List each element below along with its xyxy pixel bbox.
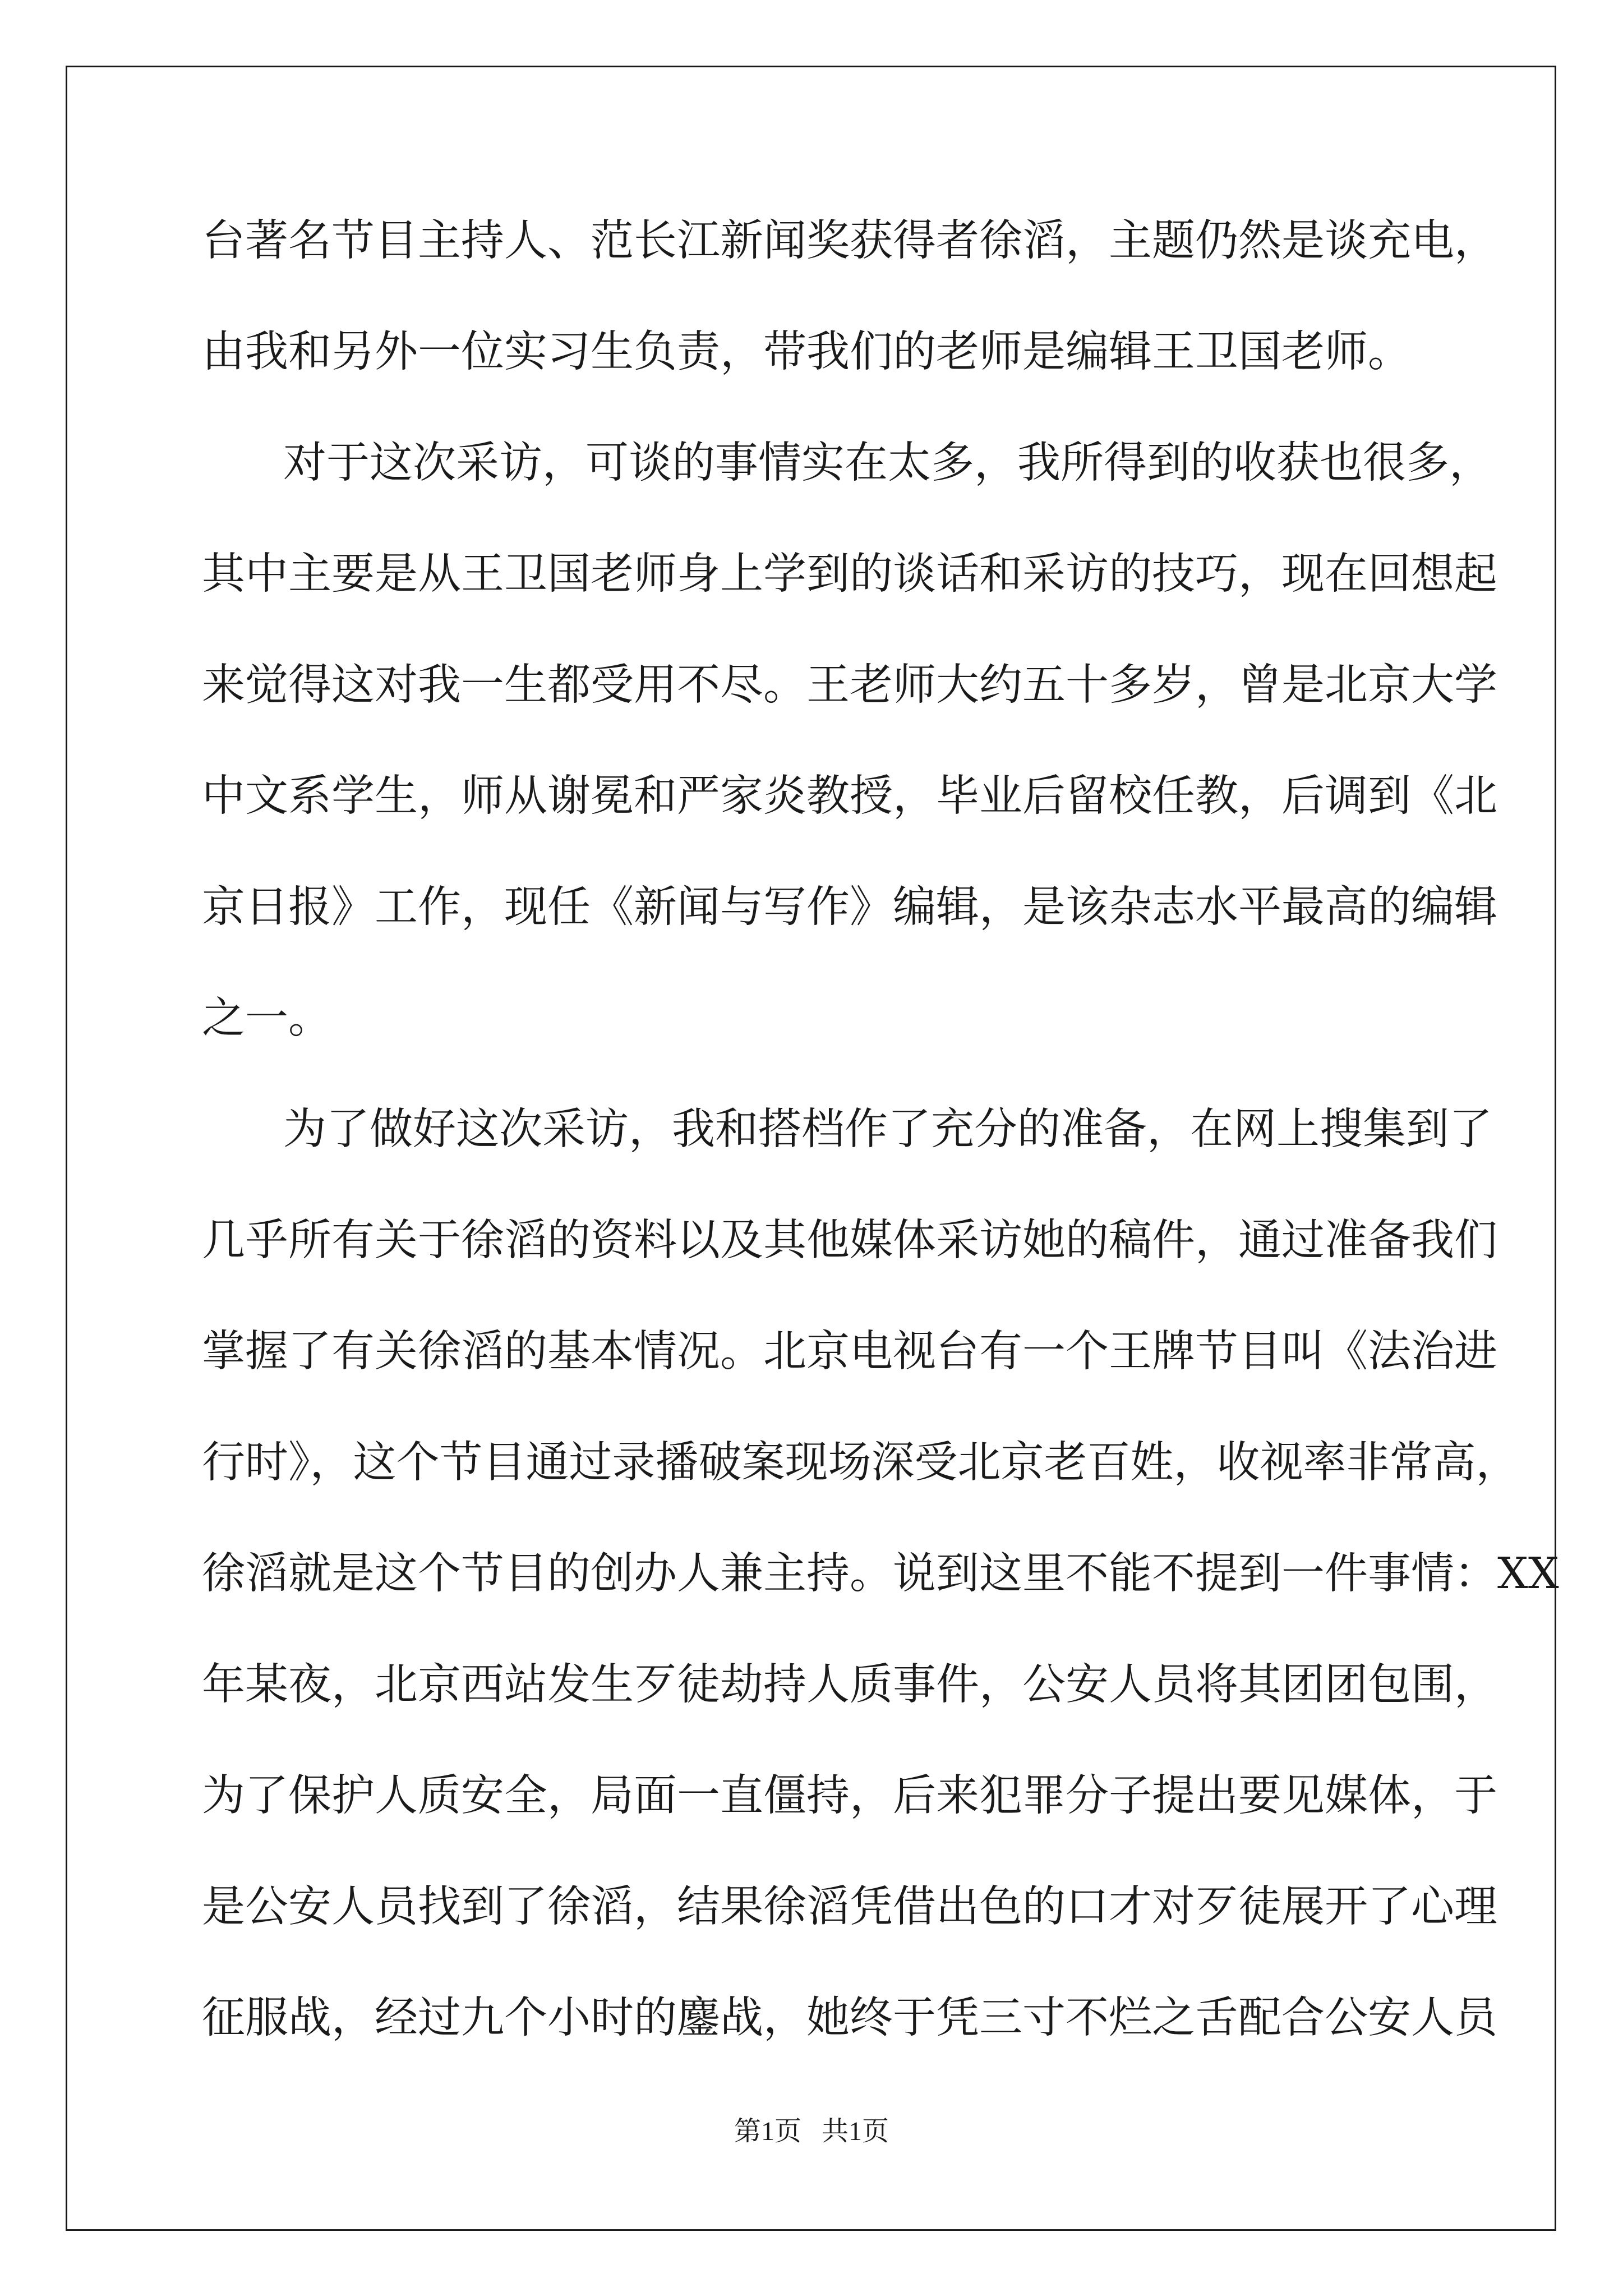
text-line: 年某夜，北京西站发生歹徒劫持人质事件，公安人员将其团团包围， [202, 1660, 1497, 1710]
text-line: 来觉得这对我一生都受用不尽。王老师大约五十多岁，曾是北京大学 [202, 660, 1497, 710]
text-line: 之一。 [202, 993, 331, 1043]
text-line: 京日报》工作，现任《新闻与写作》编辑，是该杂志水平最高的编辑 [202, 882, 1497, 932]
text-line: 掌握了有关徐滔的基本情况。北京电视台有一个王牌节目叫《法治进 [202, 1327, 1497, 1377]
text-line: 徐滔就是这个节目的创办人兼主持。说到这里不能不提到一件事情：XX [202, 1549, 1559, 1599]
text-line: 由我和另外一位实习生负责，带我们的老师是编辑王卫国老师。 [202, 327, 1411, 377]
text-line: 台著名节目主持人、范长江新闻奖获得者徐滔，主题仍然是谈充电， [202, 216, 1497, 266]
text-line: 中文系学生，师从谢冕和严家炎教授，毕业后留校任教，后调到《北 [202, 771, 1497, 821]
text-line: 行时》，这个节目通过录播破案现场深受北京老百姓，收视率非常高， [202, 1438, 1519, 1488]
text-line: 为了保护人质安全，局面一直僵持，后来犯罪分子提出要见媒体，于 [202, 1771, 1497, 1821]
text-line: 其中主要是从王卫国老师身上学到的谈话和采访的技巧，现在回想起 [202, 549, 1497, 599]
page-footer: 第1页 共1页 [734, 2116, 889, 2146]
text-line: 几乎所有关于徐滔的资料以及其他媒体采访她的稿件，通过准备我们 [202, 1216, 1497, 1266]
text-line: 征服战，经过九个小时的鏖战，她终于凭三寸不烂之舌配合公安人员 [202, 1993, 1497, 2043]
text-line: 对于这次采访，可谈的事情实在太多，我所得到的收获也很多， [283, 438, 1492, 488]
text-line: 是公安人员找到了徐滔，结果徐滔凭借出色的口才对歹徒展开了心理 [202, 1882, 1497, 1932]
text-line: 为了做好这次采访，我和搭档作了充分的准备，在网上搜集到了 [283, 1105, 1492, 1154]
